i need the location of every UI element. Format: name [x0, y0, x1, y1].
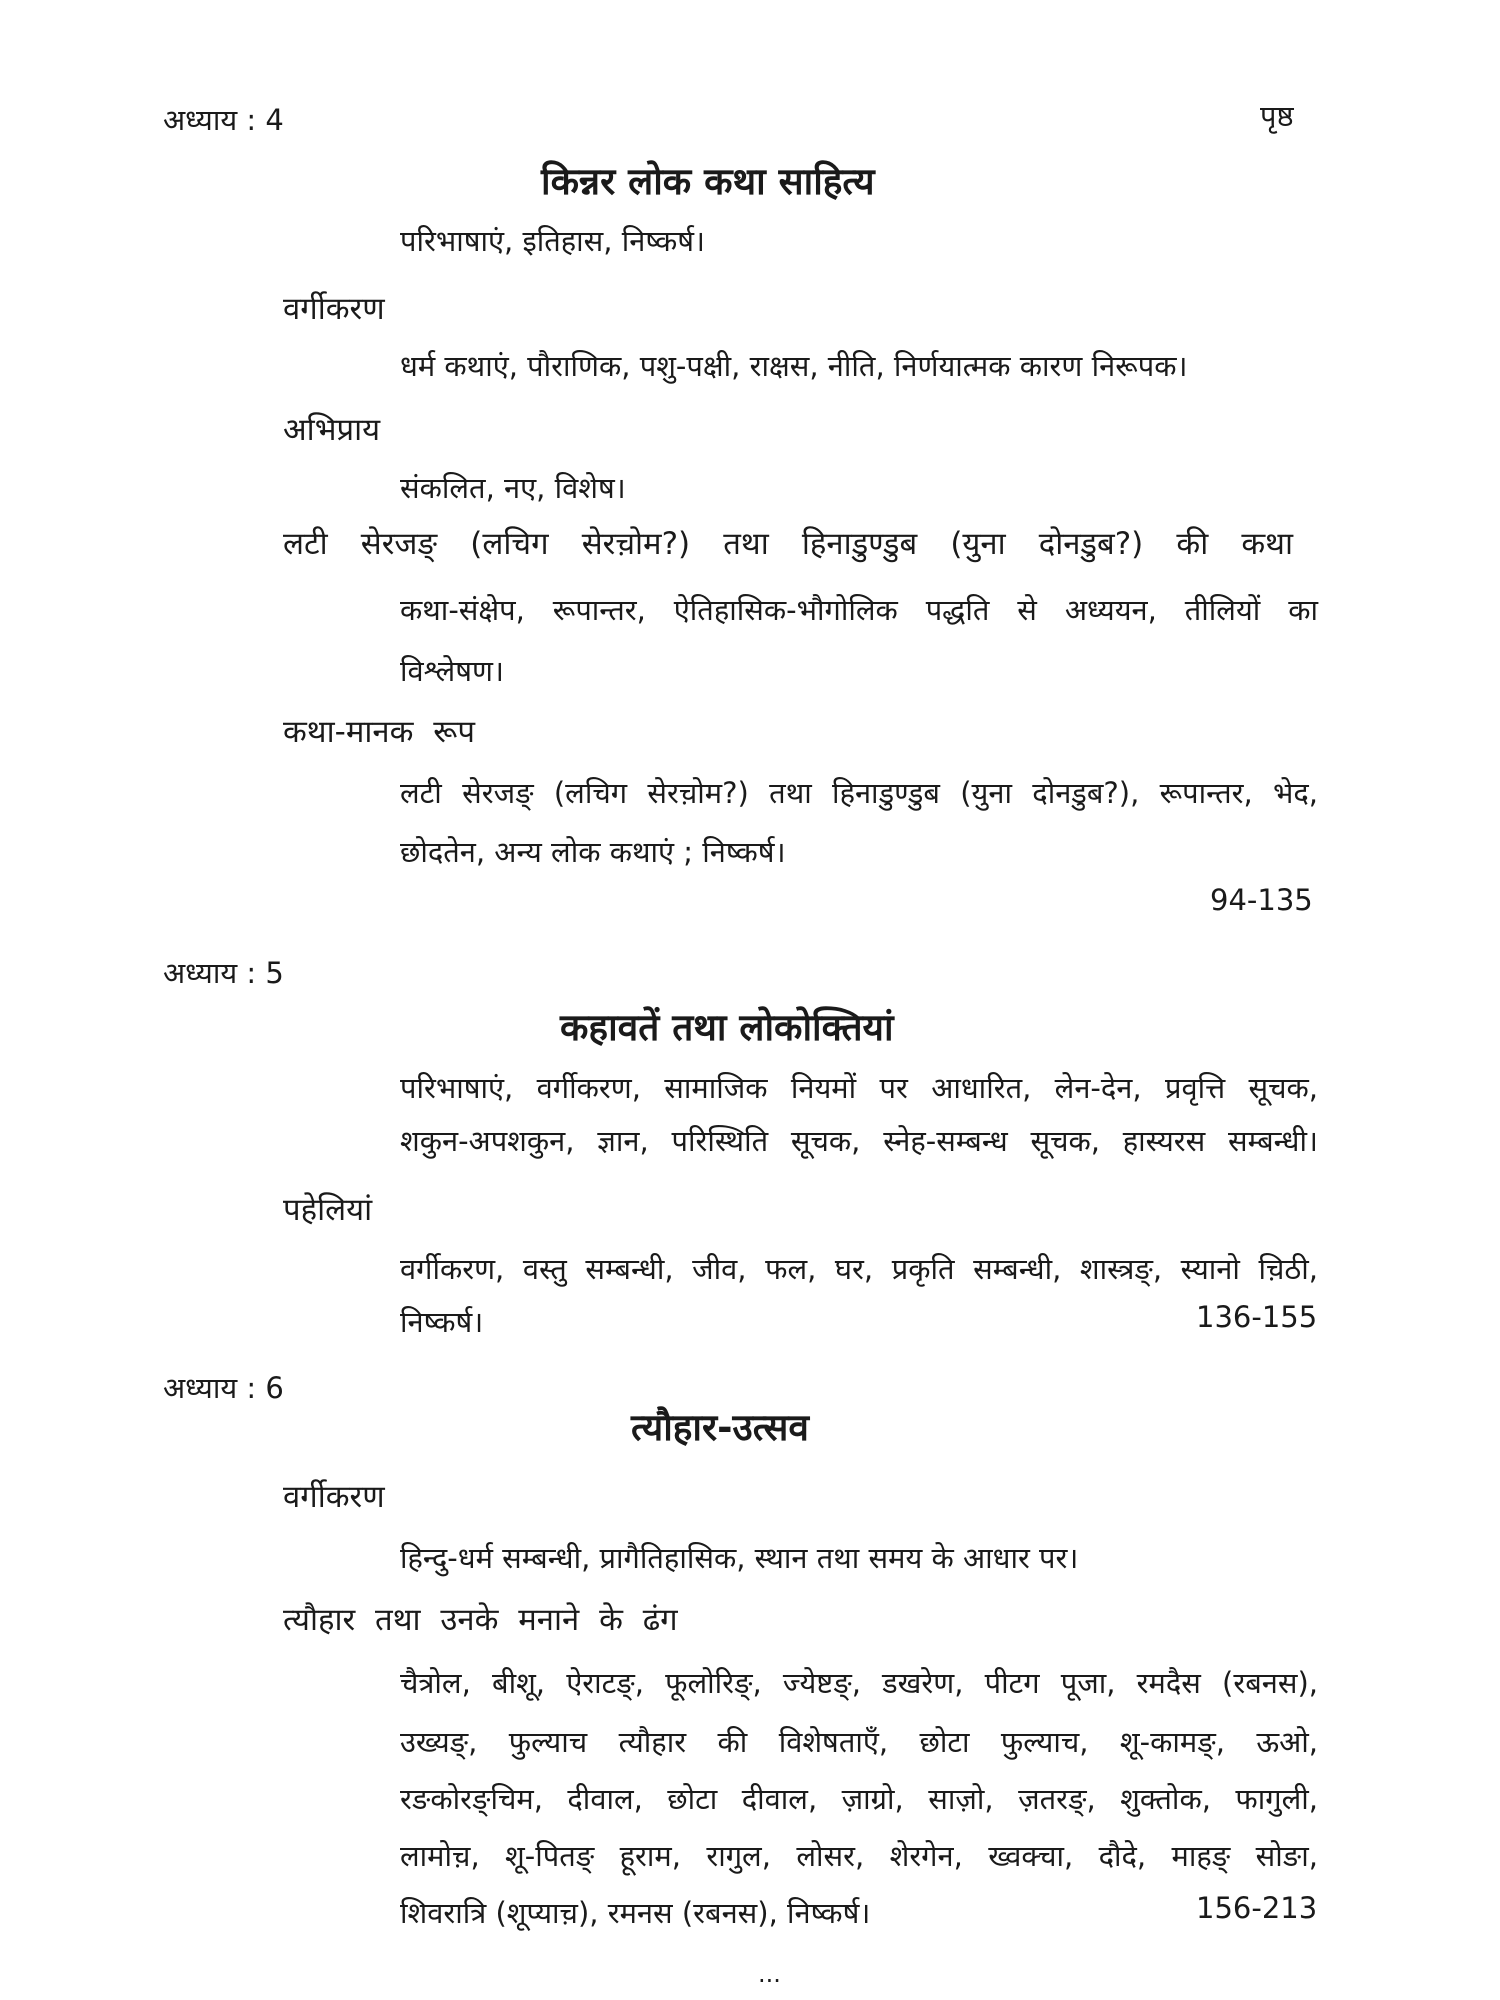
- classification-text: धर्म कथाएं, पौराणिक, पशु-पक्षी, राक्षस, नीति, निर्णयात्मक कारण निरूपक।: [400, 349, 1188, 383]
- festivals-text-line-3: रङकोरङ्चिम, दीवाल, छोटा दीवाल, ज़ाग्रो, साज़ो, ज़तरङ्, शुक्तोक, फागुली,: [400, 1782, 1318, 1816]
- chapter-5-title: कहावतें तथा लोकोक्तियां: [560, 1006, 894, 1049]
- chapter-5-text-line-2: शकुन-अपशकुन, ज्ञान, परिस्थिति सूचक, स्नेह-सम्बन्ध सूचक, हास्यरस सम्बन्धी।: [400, 1124, 1318, 1158]
- chapter-4-title: किन्नर लोक कथा साहित्य: [541, 160, 875, 203]
- chapter-6-label: अध्याय : 6: [163, 1371, 284, 1405]
- chapter-4-label: अध्याय : 4: [163, 103, 284, 137]
- continuation-ellipsis: ...: [758, 1960, 781, 1988]
- chapter-4-page-range: 94-135: [1210, 883, 1313, 917]
- chapter-6-page-range: 156-213: [1196, 1891, 1318, 1925]
- riddles-text-line-2: निष्कर्ष।: [400, 1305, 484, 1339]
- festivals-text-line-4: लामोच़, शू-पितङ् हूराम, रागुल, लोसर, शेरगेन, ख्वक्चा, दौदे, माहङ् सोङा,: [400, 1839, 1318, 1873]
- festivals-text-line-2: उख्यङ्, फुल्याच त्यौहार की विशेषताएँ, छोटा फुल्याच, शू-कामङ्, ऊओ,: [400, 1725, 1318, 1759]
- section-heading-riddles: पहेलियां: [283, 1192, 373, 1228]
- chapter-5-text-line-1: परिभाषाएं, वर्गीकरण, सामाजिक नियमों पर आधारित, लेन-देन, प्रवृत्ति सूचक,: [400, 1071, 1318, 1105]
- chapter-4-intro: परिभाषाएं, इतिहास, निष्कर्ष।: [400, 224, 706, 258]
- section-heading-story: लटी सेरजङ् (लचिग सेरच़ोम?) तथा हिनाडुण्डुब (युना दोनडुब?) की कथा: [283, 526, 1293, 562]
- chapter-5-label: अध्याय : 5: [163, 956, 284, 990]
- chapter-6-title: त्यौहार-उत्सव: [631, 1406, 809, 1449]
- festivals-text-line-5: शिवरात्रि (शूप्याच़), रमनस (रबनस), निष्कर्ष।: [400, 1896, 871, 1930]
- motif-text: संकलित, नए, विशेष।: [400, 471, 626, 505]
- section-heading-festivals: त्यौहार तथा उनके मनाने के ढंग: [283, 1602, 678, 1638]
- standard-text-line-2: छोदतेन, अन्य लोक कथाएं ; निष्कर्ष।: [400, 835, 786, 869]
- festivals-text-line-1: चैत्रोल, बीशू, ऐराटङ्, फूलोरिङ्, ज्येष्टङ्, डखरेण, पीटग पूजा, रमदैस (रबनस),: [400, 1666, 1318, 1700]
- section-heading-motif: अभिप्राय: [283, 412, 381, 448]
- standard-text-line-1: लटी सेरजङ् (लचिग सेरच़ोम?) तथा हिनाडुण्डुब (युना दोनडुब?), रूपान्तर, भेद,: [400, 776, 1318, 810]
- story-text-line-1: कथा-संक्षेप, रूपान्तर, ऐतिहासिक-भौगोलिक पद्धति से अध्ययन, तीलियों का: [400, 593, 1318, 627]
- chapter-5-page-range: 136-155: [1196, 1300, 1318, 1334]
- story-text-line-2: विश्लेषण।: [400, 654, 504, 688]
- page-column-label: पृष्ठ: [1260, 99, 1294, 133]
- section-heading-standard-form: कथा-मानक रूप: [283, 714, 475, 750]
- section-heading-classification: वर्गीकरण: [283, 291, 385, 327]
- chapter-6-classification-text: हिन्दु-धर्म सम्बन्धी, प्रागैतिहासिक, स्थान तथा समय के आधार पर।: [400, 1541, 1079, 1575]
- section-heading-classification-6: वर्गीकरण: [283, 1479, 385, 1515]
- riddles-text-line-1: वर्गीकरण, वस्तु सम्बन्धी, जीव, फल, घर, प्रकृति सम्बन्धी, शास्त्रङ्, स्यानो च़िठी,: [400, 1252, 1318, 1286]
